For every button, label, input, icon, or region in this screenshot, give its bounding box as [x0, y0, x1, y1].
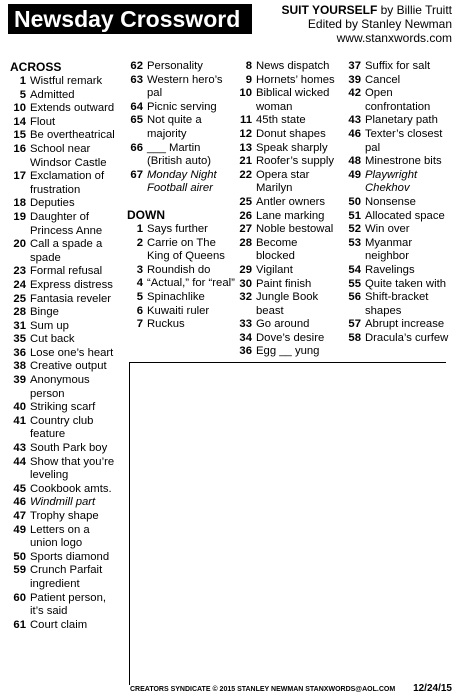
across-clue[interactable] [10, 333, 120, 347]
across-clue[interactable] [10, 293, 120, 307]
clue-number: 46 [348, 127, 361, 140]
clue-text: Court claim [30, 618, 88, 631]
clue-text: 45th state [256, 114, 306, 127]
clue-text: ___ Martin (British auto) [147, 141, 212, 168]
clue-number: 36 [13, 346, 26, 359]
clue-text: Extends outward [30, 102, 115, 115]
puzzle-title-line [282, 4, 453, 17]
clue-number: 44 [13, 455, 26, 468]
clue-text: Show that you’re leveling [30, 455, 115, 482]
down-clue[interactable] [127, 291, 235, 305]
clue-number: 21 [239, 155, 252, 168]
across-clue[interactable] [127, 142, 235, 169]
down-clue[interactable] [236, 237, 338, 264]
clue-number: 24 [13, 278, 26, 291]
clue-text: Patient person, it’s said [30, 591, 106, 618]
clue-number: 43 [348, 114, 361, 127]
across-clue[interactable] [10, 306, 120, 320]
clue-text: Formal refusal [30, 265, 103, 278]
clue-number: 4 [136, 277, 143, 290]
clue-text: Carrie on The King of Queens [147, 236, 225, 263]
down-clue[interactable] [236, 210, 338, 224]
clue-text: Daughter of Princess Anne [30, 210, 103, 237]
down-clue[interactable] [236, 74, 338, 88]
clue-number: 10 [239, 87, 252, 100]
clue-text: Cut back [30, 333, 75, 346]
across-clue[interactable] [10, 102, 120, 116]
down-clue[interactable] [345, 278, 455, 292]
clue-number: 36 [239, 345, 252, 358]
clue-text: Ruckus [147, 318, 185, 331]
clue-number: 55 [348, 277, 361, 290]
clue-number: 9 [245, 73, 252, 86]
down-clue[interactable] [345, 237, 455, 264]
clue-number: 5 [136, 290, 143, 303]
down-clue[interactable] [345, 128, 455, 155]
clue-number: 43 [13, 442, 26, 455]
down-clue[interactable] [236, 128, 338, 142]
across-clue[interactable] [10, 401, 120, 415]
across-clue[interactable] [10, 211, 120, 238]
clue-text: Lane marking [256, 209, 325, 222]
clue-number: 56 [348, 291, 361, 304]
down-clue[interactable] [345, 155, 455, 169]
clue-text: Monday Night Football airer [147, 168, 217, 195]
clue-text: Fantasia reveler [30, 292, 111, 305]
clue-number: 54 [348, 263, 361, 276]
across-clue[interactable] [10, 456, 120, 483]
across-clue[interactable] [10, 143, 120, 170]
down-clue[interactable] [236, 345, 338, 359]
clue-number: 32 [239, 291, 252, 304]
clue-number: 13 [239, 141, 252, 154]
clue-number: 38 [13, 360, 26, 373]
clue-text: Win over [365, 223, 410, 236]
crossword-grid[interactable] [129, 362, 446, 685]
clue-number: 39 [348, 73, 361, 86]
clue-number: 59 [13, 564, 26, 577]
clue-text: Opera star Marilyn [256, 168, 310, 195]
clue-text: Speak sharply [256, 141, 328, 154]
across-clue[interactable] [10, 129, 120, 143]
down-clue[interactable] [236, 114, 338, 128]
clue-text: Playwright Chekhov [365, 168, 418, 195]
clue-number: 42 [348, 87, 361, 100]
clue-column-2 [127, 60, 235, 332]
across-clue[interactable] [10, 170, 120, 197]
across-clue[interactable] [10, 551, 120, 565]
clue-text: South Park boy [30, 442, 108, 455]
clue-text: Myanmar neighbor [365, 236, 413, 263]
clue-number: 23 [13, 265, 26, 278]
clue-text: Crunch Parfait ingredient [30, 564, 103, 590]
clue-text: Personality [147, 60, 203, 72]
clue-text: Biblical wicked woman [256, 87, 330, 113]
clue-number: 48 [348, 155, 361, 168]
clue-text: Sum up [30, 319, 69, 332]
clue-number: 29 [239, 263, 252, 276]
clue-number: 17 [13, 170, 26, 183]
clue-text: Allocated space [365, 209, 445, 222]
clue-number: 50 [348, 195, 361, 208]
down-clue[interactable] [345, 210, 455, 224]
puzzle-date: 12/24/15 [413, 683, 452, 694]
clue-number: 31 [13, 319, 26, 332]
clue-text: Nonsense [365, 195, 416, 208]
clue-text: Kuwaiti ruler [147, 304, 210, 317]
clue-number: 46 [13, 496, 26, 509]
clue-number: 53 [348, 236, 361, 249]
down-clue[interactable] [236, 291, 338, 318]
clue-text: Roofer’s supply [256, 155, 335, 168]
clue-text: Dove’s desire [256, 331, 325, 344]
clue-text: Exclamation of frustration [30, 170, 105, 196]
puzzle-title: SUIT YOURSELF [281, 3, 378, 17]
clue-number: 1 [136, 222, 143, 235]
clue-text: Not quite a majority [147, 114, 202, 140]
clue-number: 11 [240, 114, 252, 127]
clue-text: Be overtheatrical [30, 129, 115, 142]
across-clue[interactable] [127, 114, 235, 141]
clue-number: 16 [13, 142, 26, 155]
clue-number: 14 [13, 115, 26, 128]
down-clue[interactable] [345, 169, 455, 196]
down-clue[interactable] [236, 264, 338, 278]
down-clue[interactable] [127, 318, 235, 332]
across-clue[interactable] [10, 510, 120, 524]
clue-text: Says further [147, 222, 208, 235]
down-clue[interactable] [236, 169, 338, 196]
across-clue[interactable] [127, 169, 235, 196]
clue-text: Creative output [30, 360, 107, 373]
clue-number: 39 [13, 374, 26, 387]
clue-number: 62 [130, 60, 143, 72]
clue-number: 28 [13, 306, 26, 319]
clue-number: 7 [136, 318, 143, 331]
website: www.stanxwords.com [336, 31, 452, 45]
clue-text: Jungle Book beast [256, 291, 319, 317]
down-clue[interactable] [127, 223, 235, 237]
clue-text: Lose one’s heart [30, 346, 114, 359]
clue-text: Open confrontation [365, 87, 431, 113]
clue-text: Abrupt increase [365, 318, 445, 331]
across-clue[interactable] [10, 347, 120, 361]
down-clue[interactable] [236, 223, 338, 237]
clue-text: Deputies [30, 197, 75, 210]
clue-number: 49 [348, 168, 361, 181]
clue-number: 3 [136, 263, 143, 276]
down-clue[interactable] [345, 264, 455, 278]
clue-text: Binge [30, 306, 59, 319]
down-clue[interactable] [345, 332, 455, 346]
clue-text: Cookbook amts. [30, 482, 112, 495]
clue-text: Ravelings [365, 263, 415, 276]
clue-text: Sports diamond [30, 550, 110, 563]
clue-text: Flout [30, 115, 56, 128]
clue-text: Antler owners [256, 195, 326, 208]
across-clue[interactable] [10, 360, 120, 374]
across-clue[interactable] [10, 279, 120, 293]
clue-number: 33 [239, 318, 252, 331]
down-clue[interactable] [236, 318, 338, 332]
clue-number: 52 [348, 223, 361, 236]
clue-number: 30 [239, 277, 252, 290]
clue-number: 22 [239, 168, 252, 181]
clue-number: 65 [130, 114, 143, 127]
clue-number: 6 [136, 304, 143, 317]
clue-number: 27 [239, 223, 252, 236]
down-clue[interactable] [236, 278, 338, 292]
clue-text: Cancel [365, 73, 401, 86]
across-clue[interactable] [127, 101, 235, 115]
clue-number: 18 [13, 197, 26, 210]
across-clue[interactable] [127, 60, 235, 74]
footer-credit: CREATORS SYNDICATE © 2015 STANLEY NEWMAN STANXWORDS@AOL.COM [130, 686, 396, 693]
clue-number: 58 [348, 331, 361, 344]
across-clue[interactable] [10, 483, 120, 497]
clue-number: 10 [13, 102, 26, 115]
clue-number: 61 [13, 618, 26, 631]
down-clue[interactable] [345, 318, 455, 332]
across-clue[interactable] [127, 74, 235, 101]
clue-text: Picnic serving [147, 100, 217, 113]
clue-text: Donut shapes [256, 127, 326, 140]
across-clue[interactable] [10, 524, 120, 551]
clue-number: 57 [348, 318, 361, 331]
clue-number: 2 [136, 236, 143, 249]
clue-number: 67 [130, 168, 143, 181]
across-clue[interactable] [10, 320, 120, 334]
clue-column-3 [236, 60, 338, 359]
clue-number: 37 [348, 60, 361, 72]
clue-number: 1 [19, 75, 26, 87]
clue-text: Trophy shape [30, 510, 99, 522]
down-clue[interactable] [345, 223, 455, 237]
across-clue[interactable] [10, 374, 120, 401]
down-clue[interactable] [236, 196, 338, 210]
clue-text: Planetary path [365, 114, 438, 127]
down-clue[interactable] [236, 87, 338, 114]
clue-text: Become blocked [256, 236, 298, 263]
clue-text: School near Windsor Castle [30, 142, 107, 169]
clue-number: 35 [13, 333, 26, 346]
down-clue[interactable] [127, 305, 235, 319]
clue-column-4 [345, 60, 455, 345]
across-clue[interactable] [10, 197, 120, 211]
editor: Edited by Stanley Newman [307, 17, 452, 31]
clue-number: 49 [13, 523, 26, 536]
clue-number: 8 [245, 60, 252, 72]
across-clue[interactable] [10, 619, 120, 633]
across-clue[interactable] [10, 116, 120, 130]
across-clue[interactable] [10, 564, 120, 591]
clue-text: Noble bestowal [256, 223, 334, 236]
clue-text: Dracula’s curfew [365, 331, 449, 344]
clue-text: Express distress [30, 278, 113, 291]
across-clue[interactable] [10, 238, 120, 265]
down-clue[interactable] [127, 237, 235, 264]
down-clue[interactable] [236, 332, 338, 346]
clue-number: 12 [239, 127, 252, 140]
across-clue[interactable] [10, 442, 120, 456]
clue-text: Wistful remark [30, 75, 103, 87]
across-heading: ACROSS [10, 60, 62, 74]
down-clue[interactable] [236, 142, 338, 156]
down-clue[interactable] [345, 74, 455, 88]
clue-text: Roundish do [147, 263, 211, 276]
down-clue[interactable] [345, 60, 455, 74]
clue-number: 20 [13, 238, 26, 251]
across-clue[interactable] [10, 496, 120, 510]
clue-text: Western hero’s pal [147, 73, 223, 100]
clue-text: Country club feature [30, 414, 94, 441]
across-clue[interactable] [10, 89, 120, 103]
clue-number: 15 [13, 129, 26, 142]
clue-text: Windmill part [30, 496, 96, 509]
across-clue[interactable] [10, 415, 120, 442]
down-clue[interactable] [127, 264, 235, 278]
clue-number: 28 [239, 236, 252, 249]
clue-text: Egg __ yung [256, 345, 320, 358]
clue-text: Suffix for salt [365, 60, 431, 72]
clue-text: “Actual,” for “real” [147, 277, 235, 290]
clue-number: 26 [239, 209, 252, 222]
clue-number: 50 [13, 550, 26, 563]
clue-number: 40 [13, 401, 26, 414]
clue-text: Shift-bracket shapes [365, 291, 429, 317]
clue-text: Admitted [30, 88, 75, 101]
clue-number: 34 [239, 331, 252, 344]
clue-text: Go around [256, 318, 310, 331]
clue-text: News dispatch [256, 60, 330, 72]
clue-text: Texter’s closest pal [365, 127, 443, 154]
clue-number: 51 [348, 209, 361, 222]
clue-number: 45 [13, 482, 26, 495]
clue-text: Minestrone bits [365, 155, 442, 168]
clue-number: 5 [19, 88, 26, 101]
clue-text: Anonymous person [30, 374, 90, 400]
down-clue[interactable] [345, 114, 455, 128]
clue-text: Hornets’ homes [256, 73, 335, 86]
clue-text: Paint finish [256, 277, 312, 290]
down-clue[interactable] [345, 291, 455, 318]
down-heading: DOWN [127, 207, 165, 222]
down-clue[interactable] [127, 277, 235, 291]
clue-number: 60 [13, 591, 26, 604]
down-clue[interactable] [236, 155, 338, 169]
down-clue[interactable] [345, 196, 455, 210]
clue-number: 66 [130, 141, 143, 154]
clue-text: Striking scarf [30, 401, 96, 414]
page-title: Newsday Crossword [8, 4, 252, 34]
clue-number: 47 [13, 510, 26, 522]
clue-number: 25 [239, 195, 252, 208]
clue-number: 19 [13, 210, 26, 223]
clue-number: 41 [13, 414, 26, 427]
clue-text: Letters on a union logo [30, 523, 90, 550]
clue-text: Spinachlike [147, 290, 205, 303]
clue-text: Vigilant [256, 263, 293, 276]
across-clue[interactable] [10, 75, 120, 89]
clue-number: 25 [13, 292, 26, 305]
down-clue[interactable] [236, 60, 338, 74]
across-clue[interactable] [10, 265, 120, 279]
down-clue[interactable] [345, 87, 455, 114]
clue-column-1 [10, 60, 120, 632]
clue-number: 63 [130, 73, 143, 86]
byline: by Billie Truitt [377, 3, 452, 17]
clue-text: Call a spade a spade [30, 238, 103, 264]
clue-text: Quite taken with [365, 277, 447, 290]
across-clue[interactable] [10, 592, 120, 619]
clue-number: 64 [130, 100, 143, 113]
